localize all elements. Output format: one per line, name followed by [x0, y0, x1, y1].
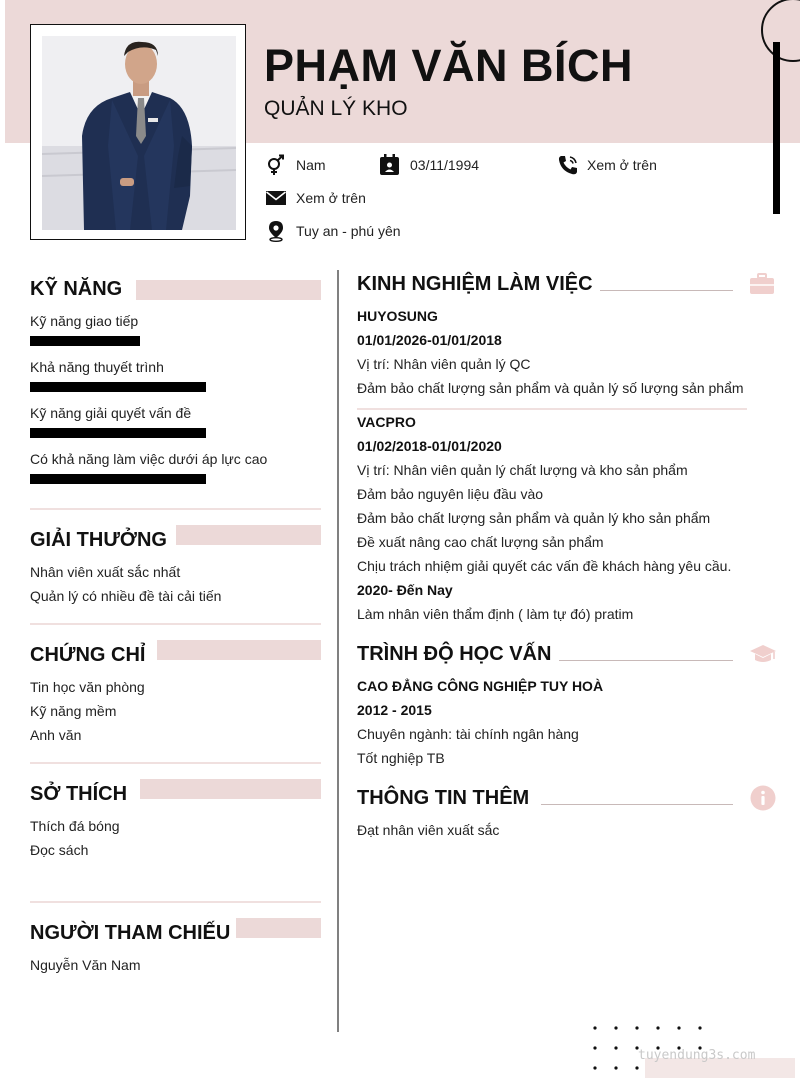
briefcase-icon — [749, 272, 775, 296]
additional-info-title-line — [541, 804, 733, 805]
section-separator — [30, 762, 321, 764]
skill-level-bar — [30, 428, 206, 438]
info-icon — [750, 785, 776, 811]
awards-title: GIẢI THƯỞNG — [30, 529, 167, 551]
skills-title-bar — [136, 280, 321, 300]
location-pin-icon — [265, 220, 287, 242]
skill-level-bar — [30, 336, 140, 346]
job-period: 2020- Đến Nay — [357, 582, 453, 598]
skill-level-bar — [30, 474, 206, 484]
job-detail: Đảm bảo chất lượng sản phẩm và quản lý kho sản phẩm — [357, 510, 711, 526]
experience-title-line — [600, 290, 733, 291]
gender-value: Nam — [296, 157, 326, 173]
decorative-bar — [773, 42, 780, 214]
education-detail: Chuyên ngành: tài chính ngân hàng — [357, 726, 579, 742]
certificate-item: Tin học văn phòng — [30, 679, 145, 695]
experience-title: KINH NGHIỆM LÀM VIỆC — [357, 273, 593, 295]
skill-name: Khả năng thuyết trình — [30, 359, 164, 375]
email-icon — [265, 187, 287, 209]
education-detail: Tốt nghiệp TB — [357, 750, 445, 766]
company-name: VACPRO — [357, 414, 416, 430]
gender-icon — [265, 154, 287, 176]
education-title: TRÌNH ĐỘ HỌC VẤN — [357, 643, 552, 665]
email-value: Xem ở trên — [296, 190, 366, 206]
job-detail: Đề xuất nâng cao chất lượng sản phẩm — [357, 534, 604, 550]
address-value: Tuy an - phú yên — [296, 223, 401, 239]
column-divider — [337, 270, 339, 1032]
candidate-name: PHẠM VĂN BÍCH — [264, 40, 634, 91]
job-period: 01/01/2026-01/01/2018 — [357, 332, 502, 348]
hobbies-title-bar — [140, 779, 321, 799]
education-title-line — [559, 660, 733, 661]
profile-photo — [42, 36, 236, 230]
skill-name: Có khả năng làm việc dưới áp lực cao — [30, 451, 268, 467]
school-name: CAO ĐẲNG CÔNG NGHIỆP TUY HOÀ — [357, 678, 604, 694]
graduation-cap-icon — [749, 643, 777, 665]
award-item: Nhân viên xuất sắc nhất — [30, 564, 181, 580]
hobby-item: Thích đá bóng — [30, 818, 120, 834]
calendar-icon — [379, 154, 401, 176]
skill-level-bar — [30, 382, 206, 392]
award-item: Quản lý có nhiều đề tài cải tiến — [30, 588, 222, 604]
certificates-title: CHỨNG CHỈ — [30, 644, 146, 666]
hobbies-title: SỞ THÍCH — [30, 783, 128, 805]
certificates-title-bar — [157, 640, 321, 660]
birthdate-value: 03/11/1994 — [410, 157, 480, 173]
section-separator — [30, 508, 321, 510]
job-period: 01/02/2018-01/01/2020 — [357, 438, 502, 454]
job-detail: Chịu trách nhiệm giải quyết các vấn đề khách hàng yêu cầu. — [357, 558, 732, 574]
reference-item: Nguyễn Văn Nam — [30, 957, 141, 973]
job-position: QUẢN LÝ KHO — [264, 97, 408, 120]
skill-name: Kỹ năng giải quyết vấn đề — [30, 405, 192, 421]
references-title: NGƯỜI THAM CHIẾU — [30, 922, 231, 944]
phone-value: Xem ở trên — [587, 157, 657, 173]
additional-info-title: THÔNG TIN THÊM — [357, 787, 530, 809]
job-detail: Đảm bảo nguyên liệu đầu vào — [357, 486, 544, 502]
skills-title: KỸ NĂNG — [30, 278, 123, 300]
section-separator — [357, 408, 747, 410]
watermark: tuyendung3s.com — [638, 1048, 756, 1063]
section-separator — [30, 623, 321, 625]
certificate-item: Anh văn — [30, 727, 82, 743]
job-detail: Đảm bảo chất lượng sản phẩm và quản lý số lượng sản phẩm — [357, 380, 744, 396]
hobby-item: Đọc sách — [30, 842, 89, 858]
skill-name: Kỹ năng giao tiếp — [30, 313, 139, 329]
job-detail: Vị trí: Nhân viên quản lý chất lượng và kho sản phẩm — [357, 462, 688, 478]
job-detail: Làm nhân viên thẩm định ( làm tự đó) pratim — [357, 606, 634, 622]
phone-icon — [557, 154, 579, 176]
references-title-bar — [236, 918, 321, 938]
job-detail: Vị trí: Nhân viên quản lý QC — [357, 356, 531, 372]
education-period: 2012 - 2015 — [357, 702, 432, 718]
certificate-item: Kỹ năng mềm — [30, 703, 117, 719]
awards-title-bar — [176, 525, 321, 545]
additional-info-item: Đạt nhân viên xuất sắc — [357, 822, 500, 838]
section-separator — [30, 901, 321, 903]
company-name: HUYOSUNG — [357, 308, 438, 324]
